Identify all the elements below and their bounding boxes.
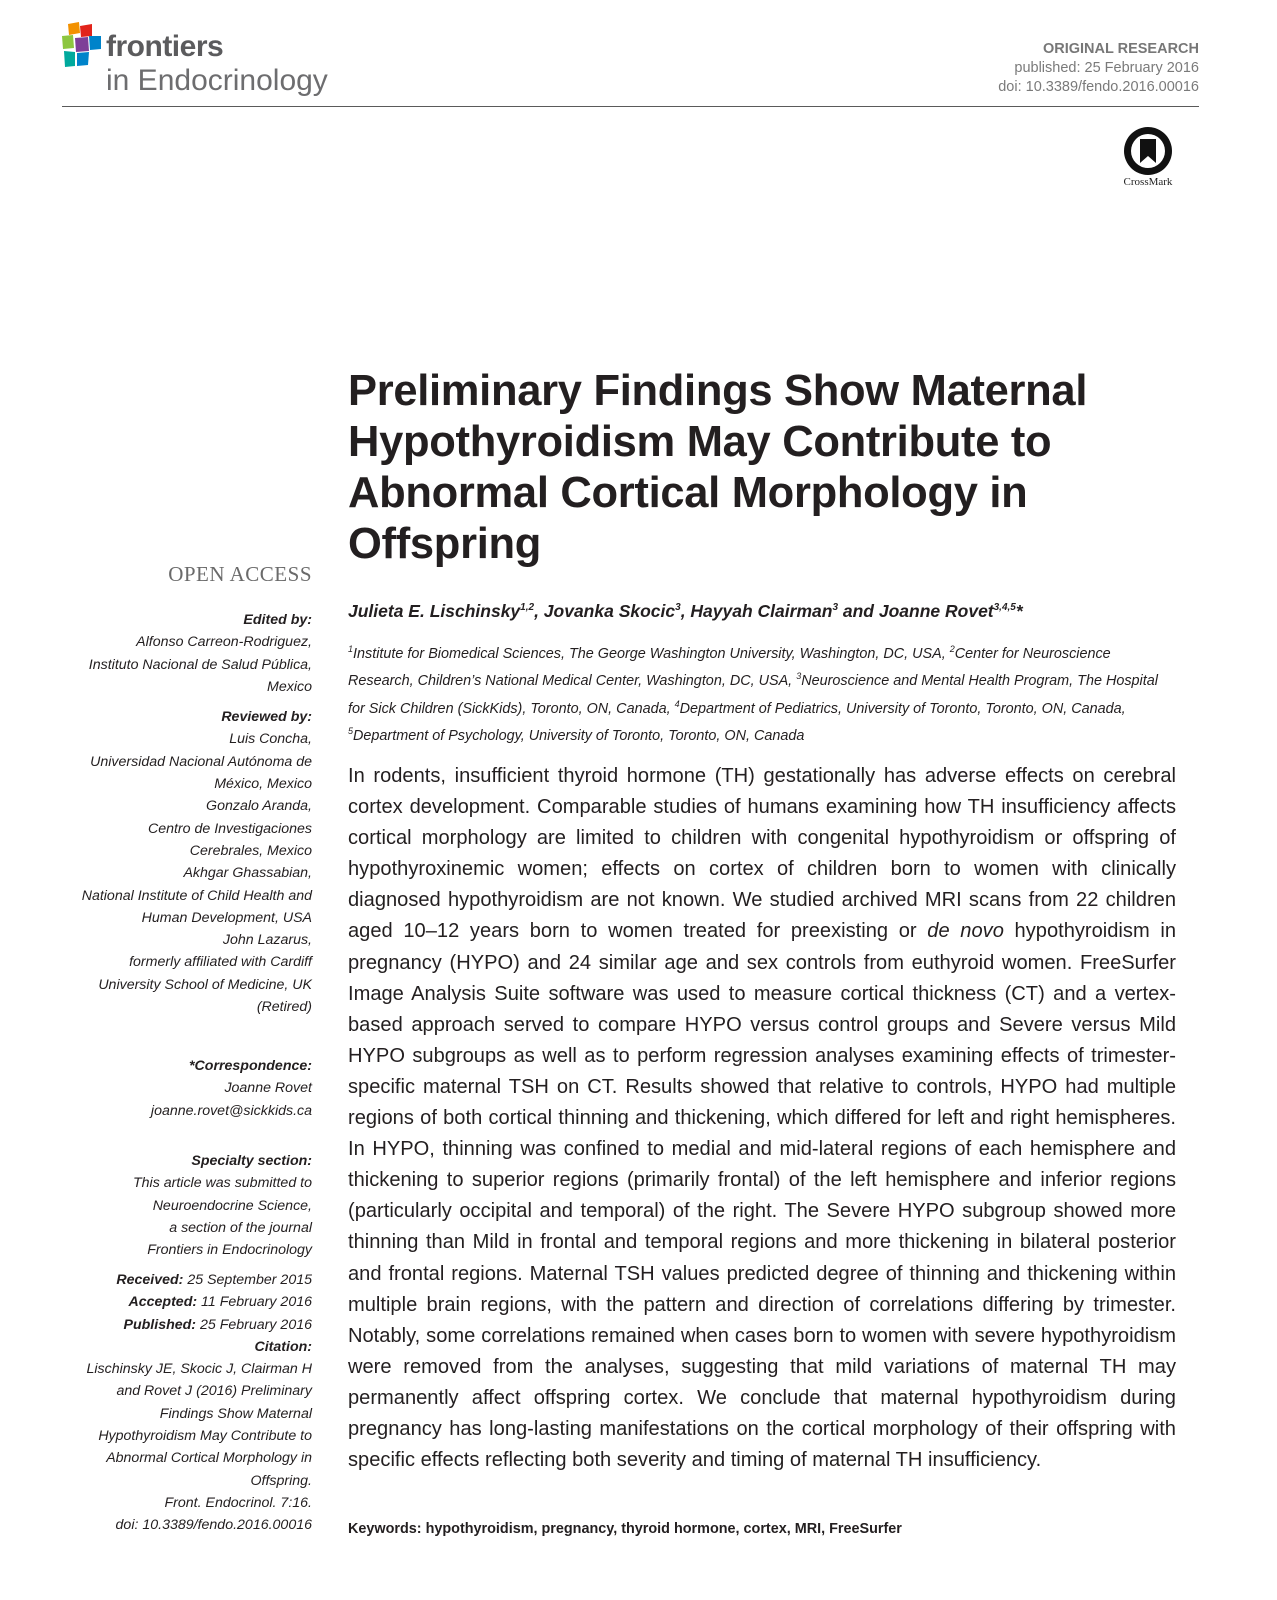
abstract-text: hypothyroidism in pregnancy (HYPO) and 24 similar age and sex controls from euthyroid women. FreeSurfer Image Analysis Suite software was used to measure cortical thickness (CT) and a vertex-based approach served to compare HYPO versus control groups and Severe versus Mild HYPO subgroups as well as to perform regression analyses examining effects of trimester-specific maternal TSH on CT. Results showed that relative to controls, HYPO had multiple regions of both cortical thinning and thickening, which differed for left and right hemispheres. In HYPO, thinning was confined to medial and mid-lateral regions of each hemisphere and thickening to superior regions (primarily frontal) of the left hemisphere and inferior regions (particularly occipital and temporal) of the right. The Severe HYPO subgroup showed more thinning than Mild in frontal and temporal regions and more thickening in bilateral posterior and frontal regions. Maternal TSH values predicted degree of thinning and thickening within multiple brain regions, with the pattern and direction of correlations differing by trimester. Notably, some correlations remained when cases born to women with severe hypothyroidism were removed from the analyses, suggesting that mild variations of maternal TH may permanently affect offspring cortex. We conclude that maternal hypothyroidism during pregnancy has long-lasting manifestations on the cortical morphology of their offspring with specific effects reflecting both severity and timing of maternal TH insufficiency. [348, 920, 1176, 1472]
reviewer-line: Universidad Nacional Autónoma de [90, 753, 312, 770]
keywords: Keywords: hypothyroidism, pregnancy, thyroid hormone, cortex, MRI, FreeSurfer [348, 1521, 902, 1537]
specialty-line: Frontiers in Endocrinology [147, 1242, 312, 1259]
affil-text: Institute for Biomedical Sciences, The George Washington University, Washington, DC, USA, [353, 645, 950, 662]
editor-line: Instituto Nacional de Salud Pública, [88, 656, 312, 673]
sidebar-specialty [40, 1150, 312, 1261]
author-name[interactable]: Hayyah Clairman [690, 600, 833, 621]
published-label: Published: [123, 1316, 197, 1333]
author-affil-sup: 1,2 [520, 602, 535, 613]
reviewer-line: Luis Concha, [229, 731, 312, 748]
author-list: Julieta E. Lischinsky$^{1,2}$, Jovanka Skocic$^3$, Hayyah Clairman$^3$ and Joanne Rovet$^{3,4,5}$* [348, 600, 1023, 621]
citation-line: Findings Show Maternal [159, 1405, 312, 1422]
abstract [348, 761, 1176, 1476]
author-name[interactable]: Joanne Rovet [878, 600, 994, 621]
accepted-line [40, 1291, 312, 1313]
reviewer-line: Akhgar Ghassabian, [183, 865, 312, 882]
sidebar-correspondence [40, 1055, 312, 1122]
article-title: Preliminary Findings Show Maternal Hypothyroidism May Contribute to Abnormal Cortical Morphology in Offspring [348, 367, 1088, 568]
accepted-date: 11 February 2016 [201, 1294, 312, 1311]
affil-text: Neuroscience and Mental Health Program, The Hospital for Sick Children (SickKids), Toronto, ON, Canada, [348, 673, 1158, 717]
citation-line: Offspring. [250, 1472, 312, 1489]
specialty-line: Neuroendocrine Science, [152, 1197, 312, 1214]
published-date-sidebar: 25 February 2016 [200, 1316, 312, 1333]
editor-line: Alfonso Carreon-Rodriguez, [136, 634, 312, 651]
affil-sup: 2 [949, 644, 955, 654]
article-meta [998, 40, 1199, 97]
affil-sup: 4 [674, 698, 680, 709]
article-type: ORIGINAL RESEARCH [1042, 41, 1199, 57]
reviewer-line: Gonzalo Aranda, [206, 798, 312, 815]
abstract-paragraph [348, 761, 1176, 1476]
editor-line: Mexico [267, 678, 312, 695]
citation-line: Lischinsky JE, Skocic J, Clairman H [86, 1361, 312, 1378]
reviewer-line: National Institute of Child Health and [81, 887, 312, 904]
reviewer-line: John Lazarus, [222, 932, 312, 949]
published-date: published: 25 February 2016 [1014, 60, 1199, 76]
received-date: 25 September 2015 [187, 1272, 312, 1288]
specialty-line: This article was submitted to [133, 1175, 312, 1192]
crossmark-badge[interactable] [1117, 125, 1179, 195]
affiliations [348, 638, 1178, 748]
author-name[interactable]: Julieta E. Lischinsky [348, 600, 521, 621]
reviewer-line: México, Mexico [214, 776, 312, 793]
published-line [40, 1314, 312, 1336]
sidebar-dates [40, 1269, 312, 1537]
abstract-italic: de novo [927, 920, 1004, 943]
edited-by-label: Edited by: [243, 612, 312, 628]
citation-line: Abnormal Cortical Morphology in [106, 1450, 312, 1467]
citation-line: and Rovet J (2016) Preliminary [116, 1383, 312, 1400]
correspondence-email[interactable]: joanne.rovet@sickkids.ca [150, 1102, 312, 1119]
sidebar-editors [40, 609, 312, 1018]
logo-word-frontiers: frontiers [106, 30, 224, 63]
frontiers-logo-icon [62, 22, 102, 68]
citation-doi[interactable]: doi: 10.3389/fendo.2016.00016 [115, 1517, 312, 1534]
journal-logo [62, 22, 362, 102]
open-access-label: OPEN ACCESS [168, 562, 312, 586]
affil-text: Center for Neuroscience Research, Children’s National Medical Center, Washington, DC, USA, [348, 645, 1111, 690]
affil-sup: 3 [796, 671, 802, 682]
citation-line: Front. Endocrinol. 7:16. [164, 1494, 312, 1511]
reviewer-line: Human Development, USA [141, 909, 312, 926]
affil-sup: 5 [348, 726, 354, 737]
correspondence-label: *Correspondence: [189, 1058, 312, 1074]
crossmark-label: CrossMark [1123, 176, 1173, 188]
received-label: Received: [116, 1272, 184, 1288]
affil-sup: 1 [348, 644, 354, 654]
citation-line: Hypothyroidism May Contribute to [98, 1428, 312, 1445]
header-divider [62, 106, 1199, 107]
correspondence-name: Joanne Rovet [224, 1080, 312, 1097]
reviewer-line: University School of Medicine, UK [98, 976, 312, 993]
corresponding-mark: * [1015, 600, 1023, 621]
affil-text: Department of Psychology, University of Toronto, Toronto, ON, Canada [353, 727, 805, 744]
affil-text: Department of Pediatrics, University of Toronto, Toronto, ON, Canada, [679, 700, 1126, 717]
author-affil-sup: 3 [832, 602, 838, 613]
specialty-line: a section of the journal [169, 1219, 312, 1236]
crossmark-icon [1122, 125, 1174, 177]
author-name[interactable]: Jovanka Skocic [543, 600, 676, 621]
accepted-label: Accepted: [128, 1294, 198, 1311]
abstract-text: In rodents, insufficient thyroid hormone (TH) gestationally has adverse effects on cerebral cortex development. Comparable studies of humans examining how TH insufficiency affects cortical morphology are limited to children with congenital hypothyroidism or offspring of hypothyroxinemic women; effects on cortex of children born to women with clinically diagnosed hypothyroidism are not known. We studied archived MRI scans from 22 children aged 10–12 years born to women treated for preexisting or [348, 765, 1176, 943]
article-doi[interactable]: doi: 10.3389/fendo.2016.00016 [998, 79, 1199, 95]
specialty-label: Specialty section: [191, 1153, 312, 1169]
author-affil-sup: 3 [675, 602, 681, 613]
reviewer-line: formerly affiliated with Cardiff [129, 954, 312, 971]
reviewer-line: Cerebrales, Mexico [189, 842, 312, 859]
author-joiner: and [842, 600, 874, 621]
author-affil-sup: 3,4,5 [993, 602, 1016, 613]
reviewer-line: (Retired) [256, 999, 312, 1016]
logo-word-journal: in Endocrinology [106, 64, 328, 97]
reviewer-line: Centro de Investigaciones [147, 820, 312, 837]
citation-label: Citation: [254, 1338, 312, 1355]
received-line [40, 1269, 312, 1291]
reviewed-by-label: Reviewed by: [221, 709, 312, 726]
